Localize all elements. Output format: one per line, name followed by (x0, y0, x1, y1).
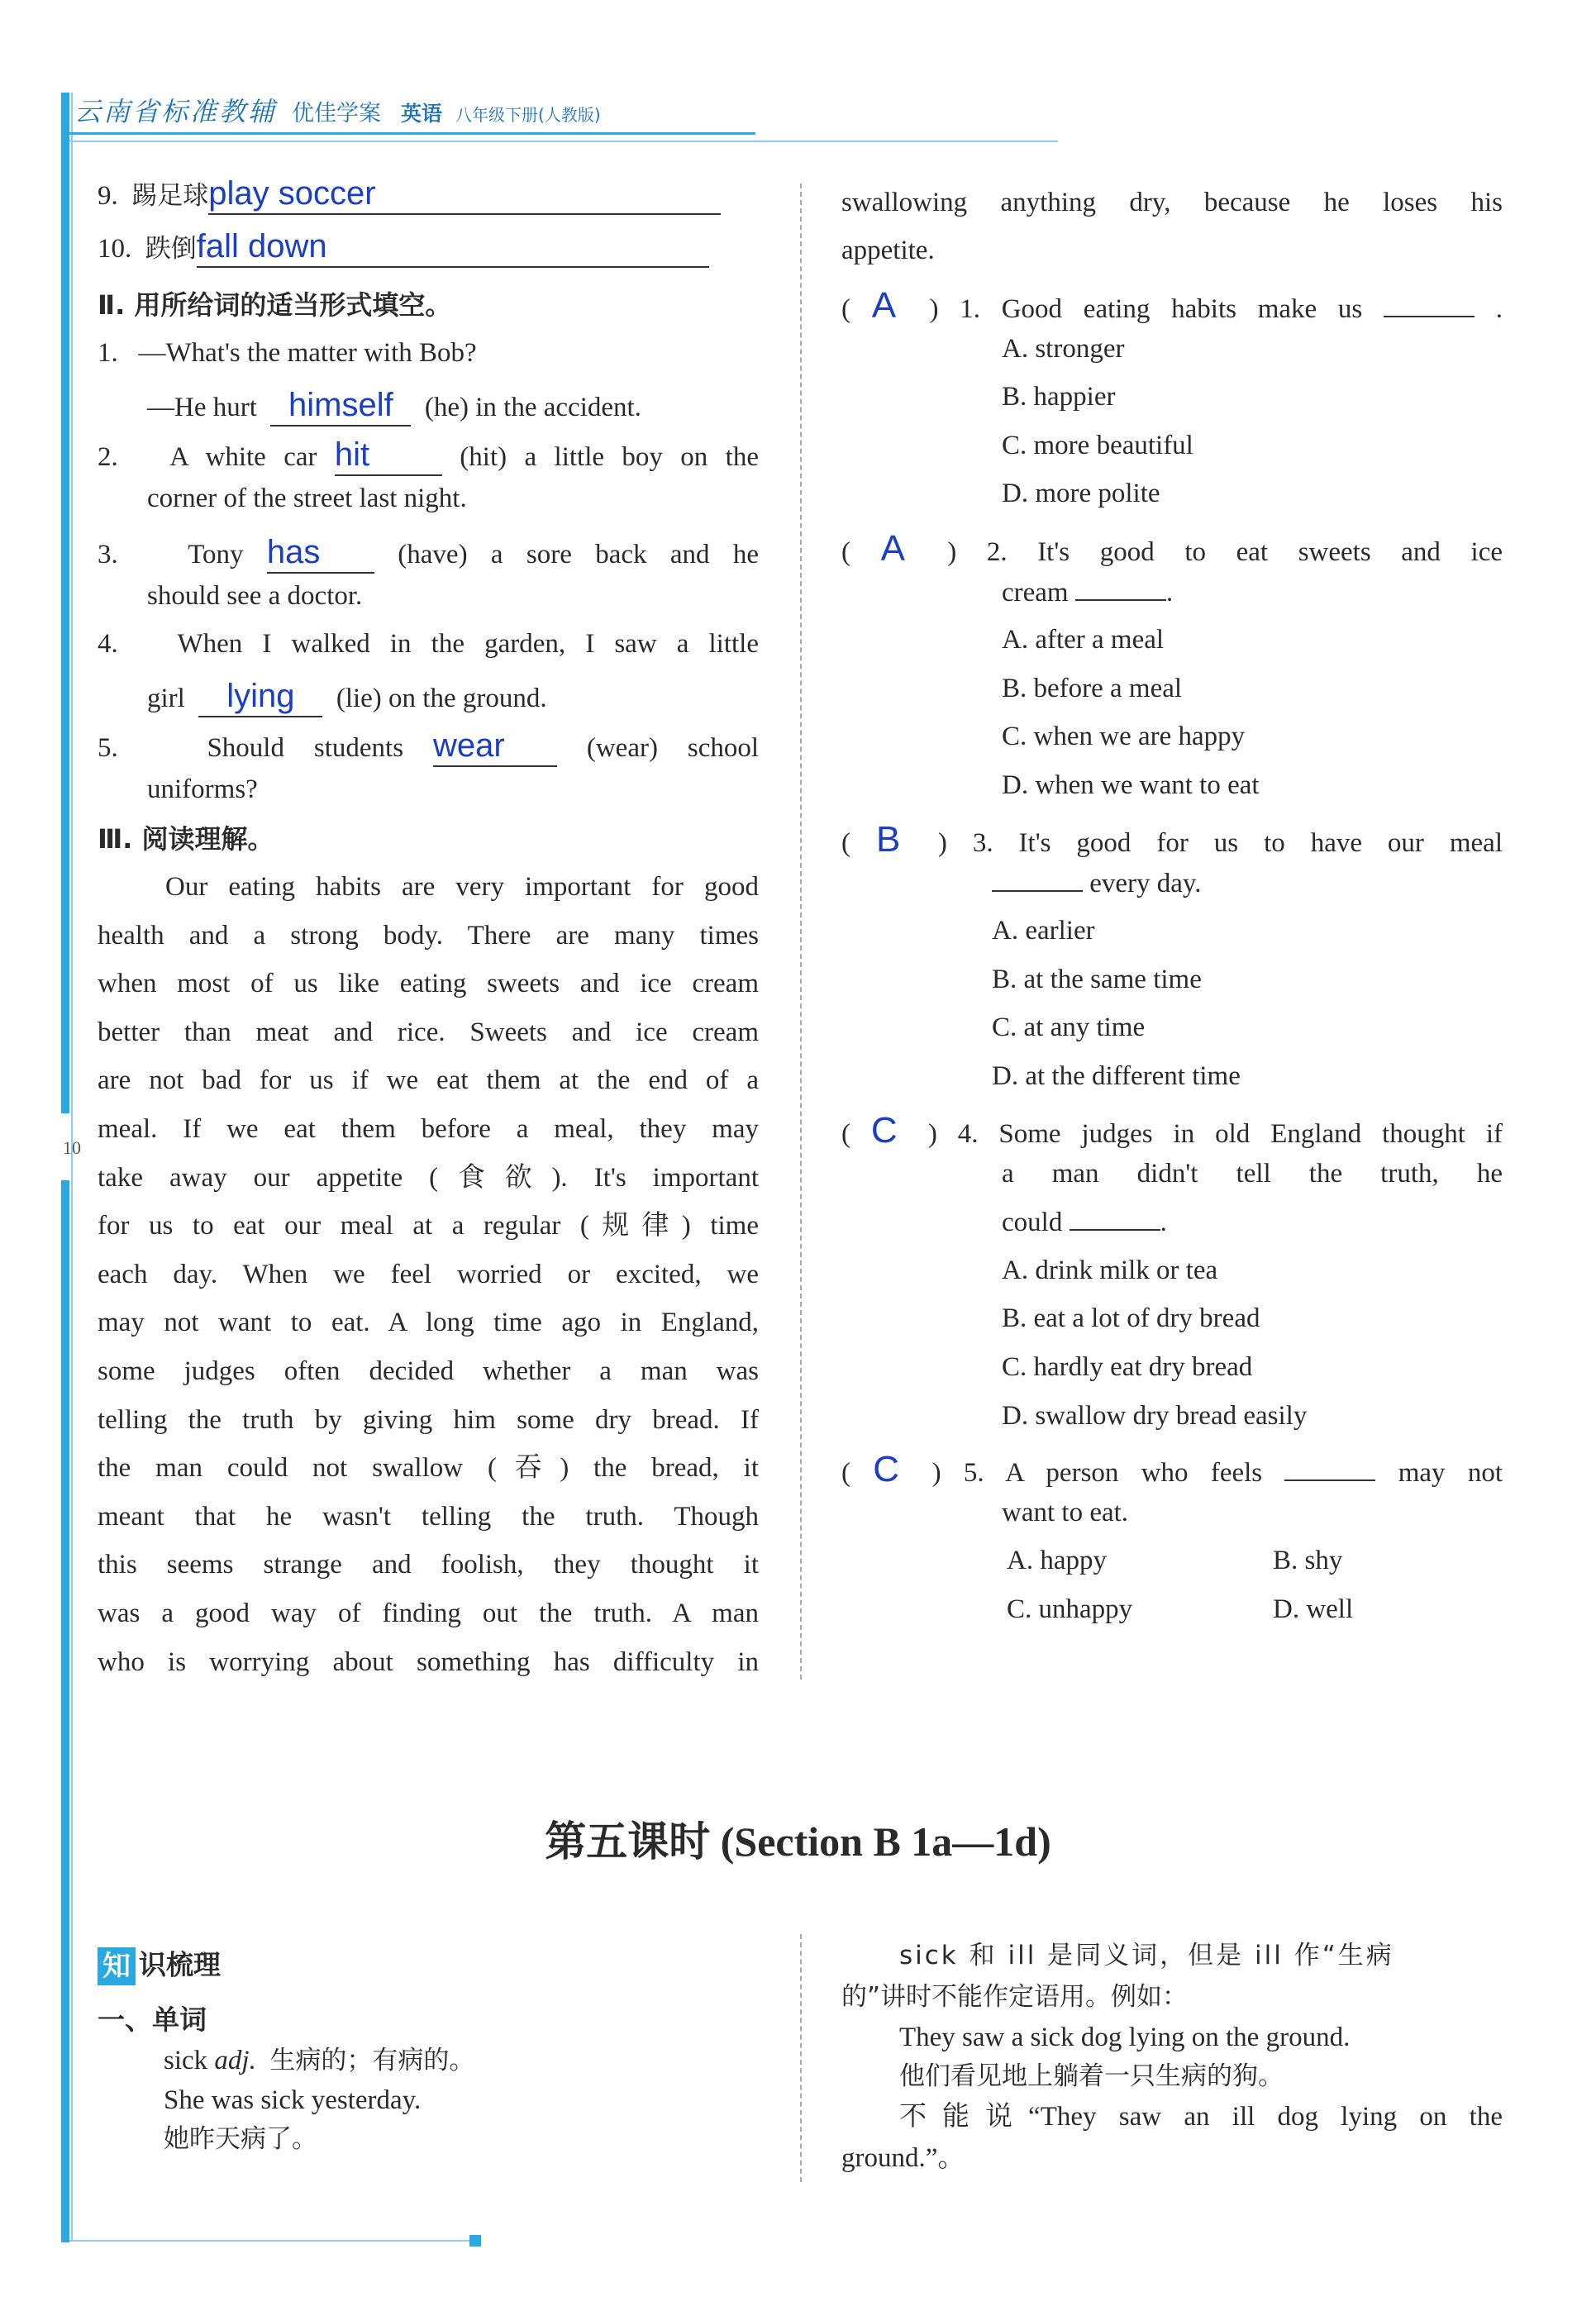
subject-label: 英语 (401, 102, 443, 126)
question-3-stem-cont: every day. (992, 867, 1202, 901)
passage-line: was a good way of finding out the truth. A man (98, 1599, 759, 1628)
option: D. when we want to eat (1002, 770, 1260, 800)
column-divider-top (800, 183, 802, 1680)
answer-mark: B (875, 819, 901, 860)
passage-line: Our eating habits are very important for good (165, 872, 759, 902)
passage-line: meant that he wasn't telling the truth. Though (98, 1501, 759, 1532)
answer-mark: C (870, 1110, 898, 1151)
note-line3: 不能说“They saw an ill dog lying on the (899, 2102, 1503, 2132)
answer-wear: wear (432, 727, 505, 764)
entry-sick: sick adj. 生病的；有病的。 (164, 2046, 475, 2075)
option: A. happy (1007, 1546, 1107, 1576)
option: B. before a meal (1002, 673, 1183, 703)
answer-himself: himself (288, 387, 393, 423)
passage-line: telling the truth by giving him some dry bread. If (98, 1404, 759, 1435)
question-2-stem-cont: cream . (1002, 577, 1174, 608)
grade-label: 八年级下册(人教版) (455, 105, 601, 125)
answer-play-soccer: play soccer (208, 175, 376, 212)
answer-mark: A (871, 285, 897, 326)
option: D. well (1273, 1594, 1354, 1624)
part2-q3-line2: should see a doctor. (147, 581, 363, 611)
passage-line: the man could not swallow (吞) the bread, it (98, 1453, 759, 1484)
example1-en: She was sick yesterday. (164, 2085, 422, 2115)
question-4-stem-cont2: could . (1002, 1208, 1167, 1238)
option: C. at any time (992, 1013, 1146, 1043)
question-4-stem: ( C ) 4. Some judges in old England thought if (841, 1109, 1503, 1153)
option: A. stronger (1002, 333, 1125, 364)
option: C. hardly eat dry bread (1002, 1352, 1253, 1382)
vocab-subheading: 一、单词 (98, 2004, 207, 2036)
passage-line: may not want to eat. A long time ago in England, (98, 1308, 759, 1338)
page-number: 10 (63, 1137, 81, 1158)
option: B. eat a lot of dry bread (1002, 1303, 1260, 1334)
part2-q2-line2: corner of the street last night. (147, 484, 467, 513)
part3-heading: Ⅲ. 阅读理解。 (98, 823, 274, 855)
note-line2: 的”讲时不能作定语用。例如： (841, 1982, 1189, 2012)
part2-q4-line2: girl lying (lie) on the ground. (147, 676, 547, 717)
part2-q1-line2: —He hurt himself (he) in the accident. (147, 385, 641, 426)
answer-fall-down: fall down (196, 228, 327, 264)
part2-heading: Ⅱ. 用所给词的适当形式填空。 (98, 289, 452, 321)
passage-line: for us to eat our meal at a regular (规律) time (98, 1211, 759, 1241)
option: D. at the different time (992, 1061, 1241, 1091)
example2-cn: 他们看见地上躺着一只生病的狗。 (899, 2061, 1284, 2091)
passage-cont-line1: swallowing anything dry, because he loses his (841, 188, 1503, 217)
footer-line (69, 2240, 474, 2242)
answer-hit: hit (334, 436, 370, 473)
part2-q1-line1: 1. —What's the matter with Bob? (98, 338, 477, 368)
option: C. more beautiful (1002, 430, 1193, 460)
blank (1075, 576, 1166, 601)
question-3-stem: ( B ) 3. It's good for us to have our meal (841, 818, 1503, 862)
passage-line: some judges often decided whether a man was (98, 1356, 759, 1386)
option: A. after a meal (1002, 625, 1165, 655)
knowledge-badge: 知 (98, 1947, 136, 1985)
option: B. happier (1002, 382, 1116, 412)
passage-cont-line2: appetite. (841, 236, 935, 265)
passage-line: take away our appetite (食欲). It's important (98, 1162, 759, 1193)
passage-line: are not bad for us if we eat them at the end of a (98, 1065, 759, 1096)
section-title: 第五课时 (Section B 1a—1d) (545, 1818, 1051, 1865)
passage-line: each day. When we feel worried or excited, we (98, 1259, 759, 1289)
part2-q5-line2: uniforms? (147, 774, 258, 804)
series-title: 云南省标准教辅 (74, 96, 278, 127)
option: A. earlier (992, 916, 1095, 946)
passage-line: who is worrying about something has difficulty in (98, 1646, 759, 1677)
blank (1070, 1206, 1160, 1231)
note-line1: sick 和 ill 是同义词，但是 ill 作“生病 (899, 1941, 1394, 1970)
page-header (74, 91, 601, 131)
margin-strip-thin (71, 93, 73, 2242)
passage-line: health and a strong body. There are many times (98, 920, 759, 951)
part2-q5-line1: 5. Should students wear (wear) school (98, 726, 759, 767)
question-5-stem-cont: want to eat. (1002, 1497, 1129, 1527)
footer-square (469, 2235, 481, 2247)
passage-line: meal. If we eat them before a meal, they may (98, 1114, 759, 1144)
knowledge-heading: 知 识梳理 (98, 1947, 221, 1985)
question-5-stem: ( C ) 5. A person who feels may not (841, 1448, 1503, 1492)
option: B. at the same time (992, 964, 1202, 994)
vocab-item-9: 9. 踢足球play soccer (98, 174, 721, 215)
answer-mark: C (873, 1449, 900, 1489)
option: B. shy (1273, 1546, 1343, 1576)
header-rule-thin (69, 141, 1058, 142)
part2-q3-line1: 3. Tony has (have) a sore back and he (98, 532, 759, 574)
example2-en: They saw a sick dog lying on the ground. (899, 2023, 1351, 2052)
part2-q4-line1: 4. When I walked in the garden, I saw a little (98, 629, 759, 659)
option: A. drink milk or tea (1002, 1255, 1218, 1285)
note-line4: ground.”。 (841, 2143, 965, 2173)
passage-line: when most of us like eating sweets and ice cream (98, 969, 759, 999)
column-divider-bottom (800, 1934, 802, 2182)
passage-line: this seems strange and foolish, they thought it (98, 1550, 759, 1580)
blank (992, 867, 1083, 892)
option: D. swallow dry bread easily (1002, 1400, 1308, 1431)
part2-q2-line1: 2. A white car hit (hit) a little boy on the (98, 435, 759, 476)
passage-line: better than meat and rice. Sweets and ice cream (98, 1017, 759, 1047)
margin-strip-top (61, 93, 69, 1113)
vocab-item-10: 10. 跌倒fall down (98, 226, 709, 268)
margin-strip-bottom (61, 1180, 69, 2242)
option: D. more polite (1002, 479, 1160, 509)
book-title: 优佳学案 (292, 101, 382, 126)
option: C. when we are happy (1002, 722, 1246, 752)
question-2-stem: ( A ) 2. It's good to eat sweets and ice (841, 527, 1503, 571)
question-1-stem: ( A ) 1. Good eating habits make us . (841, 284, 1503, 328)
answer-lying: lying (226, 678, 295, 714)
header-rule (69, 132, 755, 135)
blank (1384, 293, 1475, 317)
blank (1284, 1456, 1375, 1481)
question-4-stem-cont: a man didn't tell the truth, he (1002, 1158, 1503, 1189)
answer-has: has (266, 534, 321, 570)
option: C. unhappy (1007, 1594, 1133, 1624)
example1-cn: 她昨天病了。 (164, 2124, 317, 2154)
answer-mark: A (880, 528, 905, 569)
